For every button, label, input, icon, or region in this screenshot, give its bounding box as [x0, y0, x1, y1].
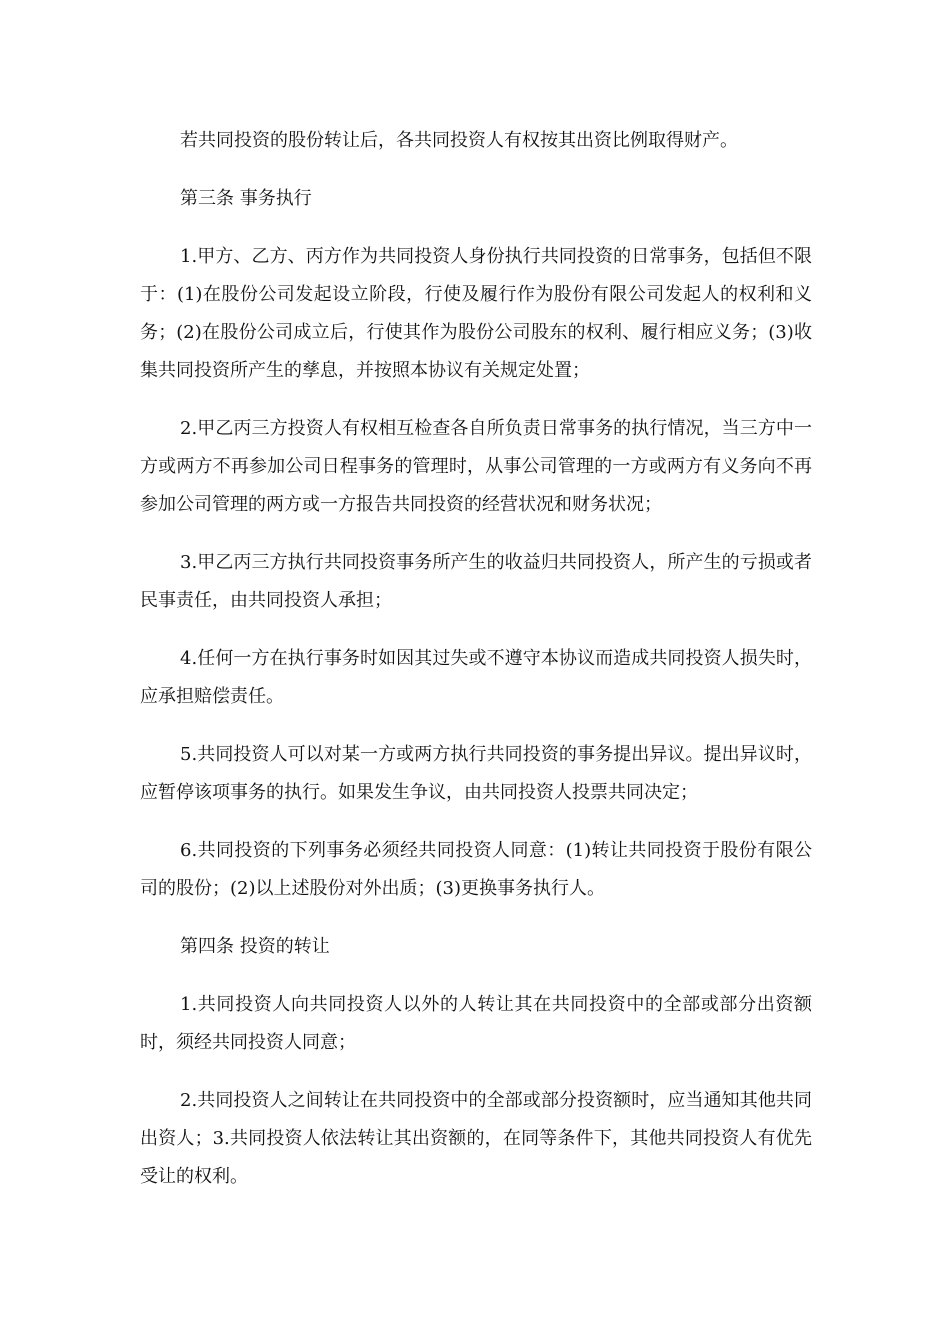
section-heading-article-3: 第三条 事务执行 — [180, 188, 312, 209]
paragraph-article-3-item-6: 6.共同投资的下列事务必须经共同投资人同意：(1)转让共同投资于股份有限公司的股份；(2)以上述股份对外出质；(3)更换事务执行人。 — [140, 840, 812, 899]
section-heading-article-4: 第四条 投资的转让 — [180, 936, 330, 957]
paragraph-article-3-item-4: 4.任何一方在执行事务时如因其过失或不遵守本协议而造成共同投资人损失时，应承担赔偿责任。 — [140, 648, 812, 707]
paragraph-article-3-item-5: 5.共同投资人可以对某一方或两方执行共同投资的事务提出异议。提出异议时，应暂停该项事务的执行。如果发生争议，由共同投资人投票共同决定； — [140, 744, 812, 803]
paragraph-property-distribution: 若共同投资的股份转让后，各共同投资人有权按其出资比例取得财产。 — [180, 130, 738, 151]
paragraph-article-3-item-2: 2.甲乙丙三方投资人有权相互检查各自所负责日常事务的执行情况，当三方中一方或两方不再参加公司日程事务的管理时，从事公司管理的一方或两方有义务向不再参加公司管理的两方或一方报告共同投资的经营状况和财务状况； — [140, 418, 812, 515]
paragraph-article-4-item-1: 1.共同投资人向共同投资人以外的人转让其在共同投资中的全部或部分出资额时，须经共同投资人同意； — [140, 994, 812, 1053]
paragraph-article-3-item-1: 1.甲方、乙方、丙方作为共同投资人身份执行共同投资的日常事务，包括但不限于：(1)在股份公司发起设立阶段，行使及履行作为股份有限公司发起人的权利和义务；(2)在股份公司成立后，行使其作为股份公司股东的权利、履行相应义务；(3)收集共同投资所产生的孳息，并按照本协议有关规定处置； — [140, 246, 812, 381]
paragraph-article-3-item-3: 3.甲乙丙三方执行共同投资事务所产生的收益归共同投资人，所产生的亏损或者民事责任，由共同投资人承担； — [140, 552, 812, 611]
paragraph-article-4-item-2-3: 2.共同投资人之间转让在共同投资中的全部或部分投资额时，应当通知其他共同出资人；3.共同投资人依法转让其出资额的，在同等条件下，其他共同投资人有优先受让的权利。 — [140, 1090, 812, 1187]
document-body — [140, 122, 812, 1216]
